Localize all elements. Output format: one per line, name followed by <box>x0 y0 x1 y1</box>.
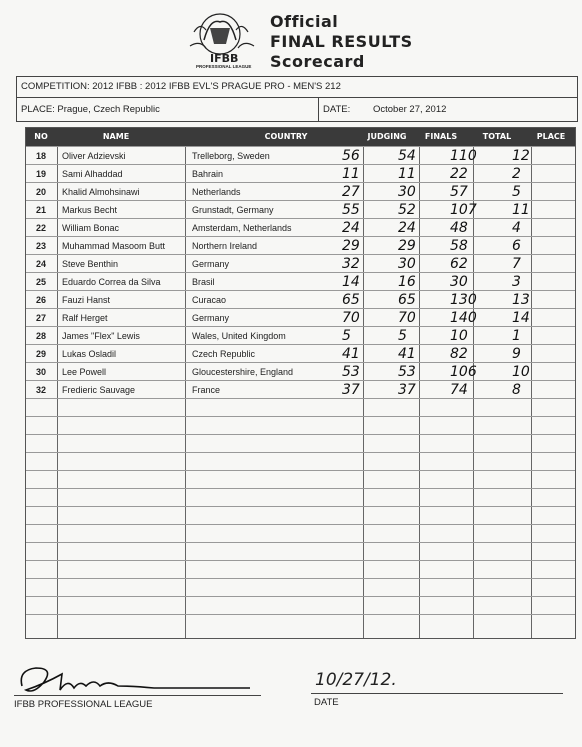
judging-score: 55 <box>342 202 360 218</box>
finals-score: 24 <box>398 220 416 236</box>
date-line <box>311 693 563 694</box>
results-table <box>25 127 576 639</box>
competitor-name: Lukas Osladil <box>62 349 117 359</box>
header-total: TOTAL <box>482 132 512 141</box>
competitor-number: 28 <box>35 331 46 341</box>
footer-date-label: DATE <box>314 697 339 708</box>
total-score: 82 <box>450 346 468 362</box>
competitor-name: Eduardo Correa da Silva <box>62 277 161 287</box>
total-score: 22 <box>450 166 468 182</box>
signature <box>14 660 254 696</box>
total-score: 30 <box>450 274 468 290</box>
total-score: 10 <box>450 328 468 344</box>
table-row <box>26 344 575 363</box>
competitor-name: William Bonac <box>62 223 120 233</box>
competitor-country: Curacao <box>192 295 227 305</box>
header-finals: FINALS <box>424 132 458 141</box>
competitor-number: 21 <box>35 205 46 215</box>
table-row <box>26 398 575 417</box>
place-value: 12 <box>512 148 530 164</box>
finals-score: 16 <box>398 274 416 290</box>
header-no: NO <box>34 132 48 141</box>
header-place: PLACE <box>536 132 566 141</box>
total-score: 106 <box>450 364 477 380</box>
competitor-number: 32 <box>35 385 46 395</box>
competitor-name: Muhammad Masoom Butt <box>62 241 166 251</box>
title-line-1: Official <box>270 12 339 31</box>
competition-row <box>17 77 577 98</box>
competitor-name: Lee Powell <box>62 367 107 377</box>
competitor-number: 23 <box>35 241 46 251</box>
logo-subtext: PROFESSIONAL LEAGUE <box>196 64 252 69</box>
judging-score: 41 <box>342 346 360 362</box>
judging-score: 24 <box>342 220 360 236</box>
table-row <box>26 542 575 561</box>
total-score: 74 <box>450 382 468 398</box>
judging-score: 56 <box>342 148 360 164</box>
competitor-country: Germany <box>192 259 230 269</box>
table-row <box>26 290 575 309</box>
competitor-country: Bahrain <box>192 169 224 179</box>
finals-score: 70 <box>398 310 416 326</box>
judging-score: 70 <box>342 310 360 326</box>
judging-score: 32 <box>342 256 360 272</box>
competitor-country: Amsterdam, Netherlands <box>192 223 292 233</box>
table-row <box>26 146 575 165</box>
finals-score: 53 <box>398 364 416 380</box>
judging-score: 14 <box>342 274 360 290</box>
table-row <box>26 182 575 201</box>
competitor-country: Netherlands <box>192 187 241 197</box>
competitor-name: Fauzi Hanst <box>62 295 111 305</box>
table-row <box>26 452 575 471</box>
header-country: COUNTRY <box>264 132 308 141</box>
handwritten-date: 10/27/12. <box>315 670 397 690</box>
competitor-name: Markus Becht <box>62 205 118 215</box>
competitor-country: Trelleborg, Sweden <box>192 151 270 161</box>
total-score: 110 <box>450 148 477 164</box>
competition-info-box <box>16 76 578 122</box>
competitor-name: James "Flex" Lewis <box>62 331 140 341</box>
judging-score: 65 <box>342 292 360 308</box>
table-row <box>26 308 575 327</box>
place-value: 10 <box>512 364 530 380</box>
place-value: 14 <box>512 310 530 326</box>
table-row <box>26 434 575 453</box>
header-judging: JUDGING <box>367 132 407 141</box>
place-value: 1 <box>512 328 521 344</box>
competitor-number: 26 <box>35 295 46 305</box>
competitor-country: Wales, United Kingdom <box>192 331 286 341</box>
place-value: 9 <box>512 346 521 362</box>
table-header <box>26 128 575 146</box>
place-value: 8 <box>512 382 521 398</box>
table-row <box>26 164 575 183</box>
finals-score: 29 <box>398 238 416 254</box>
table-row <box>26 200 575 219</box>
judging-score: 29 <box>342 238 360 254</box>
table-row <box>26 578 575 597</box>
competitor-country: Northern Ireland <box>192 241 258 251</box>
judging-score: 11 <box>342 166 360 182</box>
date-label: DATE: <box>323 104 351 115</box>
competitor-country: France <box>192 385 221 395</box>
place-value: 5 <box>512 184 521 200</box>
finals-score: 5 <box>398 328 407 344</box>
competitor-country: Brasil <box>192 277 215 287</box>
competitor-name: Khalid Almohsinawi <box>62 187 140 197</box>
table-row <box>26 470 575 489</box>
competitor-country: Grunstadt, Germany <box>192 205 274 215</box>
finals-score: 30 <box>398 256 416 272</box>
competitor-number: 30 <box>35 367 46 377</box>
competitor-country: Germany <box>192 313 230 323</box>
table-row <box>26 596 575 615</box>
table-row <box>26 506 575 525</box>
header-name: NAME <box>102 132 130 141</box>
competitor-number: 19 <box>35 169 46 179</box>
finals-score: 41 <box>398 346 416 362</box>
competitor-name: Oliver Adzievski <box>62 151 126 161</box>
place-value: 6 <box>512 238 521 254</box>
signature-label: IFBB PROFESSIONAL LEAGUE <box>14 699 153 710</box>
competitor-number: 20 <box>35 187 46 197</box>
total-score: 58 <box>450 238 468 254</box>
competition-text: COMPETITION: 2012 IFBB : 2012 IFBB EVL'S PRAGUE PRO - MEN'S 212 <box>21 81 341 92</box>
date-value: October 27, 2012 <box>373 104 447 115</box>
table-row <box>26 254 575 273</box>
total-score: 107 <box>450 202 477 218</box>
logo-text: IFBB <box>210 52 239 65</box>
table-row <box>26 218 575 237</box>
page-title <box>270 12 413 72</box>
table-row <box>26 560 575 579</box>
table-row <box>26 614 575 633</box>
competitor-number: 22 <box>35 223 46 233</box>
place-value: 7 <box>512 256 521 272</box>
table-row <box>26 416 575 435</box>
competitor-name: Sami Alhaddad <box>62 169 123 179</box>
judging-score: 5 <box>342 328 351 344</box>
table-row <box>26 326 575 345</box>
table-row <box>26 362 575 381</box>
judging-score: 37 <box>342 382 360 398</box>
place-text: PLACE: Prague, Czech Republic <box>17 98 319 121</box>
table-row <box>26 524 575 543</box>
competitor-number: 29 <box>35 349 46 359</box>
competitor-name: Steve Benthin <box>62 259 119 269</box>
competitor-number: 18 <box>35 151 46 161</box>
competitor-country: Gloucestershire, England <box>192 367 294 377</box>
table-row <box>26 380 575 399</box>
finals-score: 30 <box>398 184 416 200</box>
competitor-number: 24 <box>35 259 46 269</box>
place-value: 13 <box>512 292 530 308</box>
competitor-country: Czech Republic <box>192 349 256 359</box>
total-score: 62 <box>450 256 468 272</box>
title-line-3: Scorecard <box>270 52 365 71</box>
competitor-number: 27 <box>35 313 46 323</box>
judging-score: 53 <box>342 364 360 380</box>
place-value: 4 <box>512 220 521 236</box>
total-score: 57 <box>450 184 468 200</box>
competitor-name: Fredieric Sauvage <box>62 385 136 395</box>
finals-score: 54 <box>398 148 416 164</box>
judging-score: 27 <box>342 184 360 200</box>
place-value: 2 <box>512 166 521 182</box>
finals-score: 37 <box>398 382 416 398</box>
finals-score: 65 <box>398 292 416 308</box>
finals-score: 52 <box>398 202 416 218</box>
title-line-2: FINAL RESULTS <box>270 32 413 51</box>
total-score: 130 <box>450 292 477 308</box>
finals-score: 11 <box>398 166 416 182</box>
total-score: 48 <box>450 220 468 236</box>
table-row <box>26 236 575 255</box>
competitor-name: Ralf Herget <box>62 313 108 323</box>
total-score: 140 <box>450 310 477 326</box>
place-date-row <box>17 98 577 121</box>
place-value: 11 <box>512 202 530 218</box>
place-value: 3 <box>512 274 521 290</box>
signature-line <box>14 695 261 696</box>
table-row <box>26 272 575 291</box>
competitor-number: 25 <box>35 277 46 287</box>
table-row <box>26 488 575 507</box>
